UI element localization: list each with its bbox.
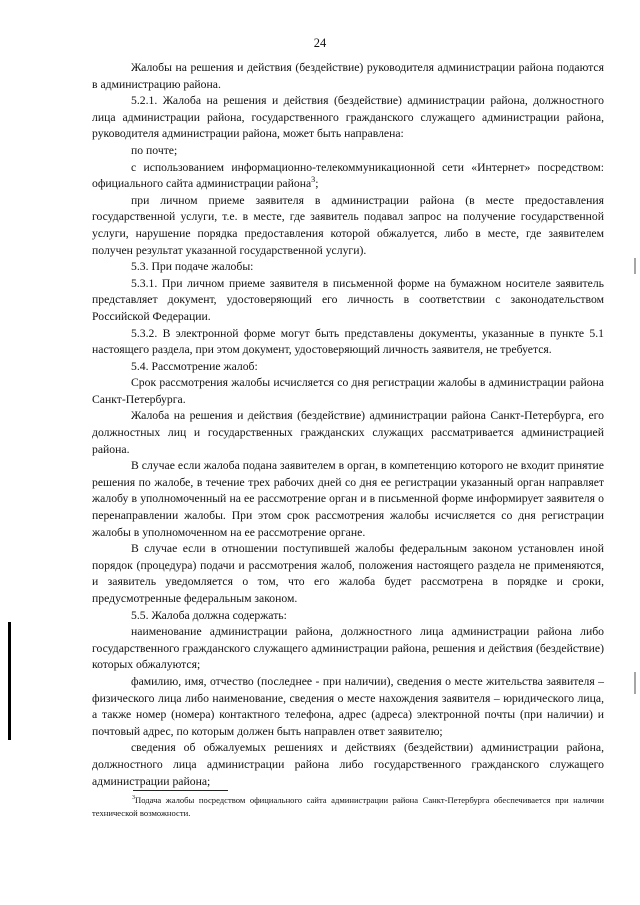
paragraph: [92, 160, 604, 193]
paragraph: Жалобы на решения и действия (бездействие) руководителя администрации района подаются в администрацию района.: [92, 61, 604, 91]
paragraph: наименование администрации района, должностного лица администрации района либо государственного гражданского служащего администрации района, решения и действия (бездействие) которых обжалуются;: [92, 625, 604, 672]
footnote: [92, 794, 604, 819]
paragraph: 5.4. Рассмотрение жалоб:: [131, 359, 258, 373]
footnote-text: Подача жалобы посредством официального сайта администрации района Санкт-Петербурга обеспечивается при наличии технической возможности.: [92, 795, 604, 818]
paragraph: В случае если жалоба подана заявителем в орган, в компетенцию которого не входит принятие решения по жалобе, в течение трех рабочих дней со дня ее регистрации указанный орган направляет жалобу в уполномоченный на ее рассмотрение орган и в письменной форме информирует заявителя о перенаправлении жалобы. При этом срок рассмотрения жалобы исчисляется со дня регистрации жалобы в уполномоченном на ее рассмотрение органе.: [92, 459, 604, 539]
paragraph: при личном приеме заявителя в администрации района (в месте предоставления государственной услуги, т.е. в месте, где заявитель подавал запрос на получение государственной услуги, нарушение порядка предоставления которой обжалуется, либо в месте, где заявителем получен результат указанной государственной услуги).: [92, 193, 604, 257]
paragraph: 5.2.1. Жалоба на решения и действия (бездействие) администрации района, должностного лица администрации района, государственного гражданского служащего администрации района, руководителя администрации района, может быть направлена:: [92, 94, 604, 141]
paragraph: В случае если в отношении поступившей жалобы федеральным законом установлен иной порядок (процедура) подачи и рассмотрения жалоб, положения настоящего раздела не применяются, и заявитель уведомляется о том, что его жалоба будет рассмотрена в порядке и сроки, предусмотренные федеральным законом.: [92, 542, 604, 605]
footnote-number: 3: [132, 795, 136, 802]
page-number: 24: [313, 36, 327, 50]
paragraph: 5.5. Жалоба должна содержать:: [131, 608, 287, 622]
paragraph: фамилию, имя, отчество (последнее - при наличии), сведения о месте жительства заявителя – физического лица либо наименование, сведения о месте нахождения заявителя – юридического лица, а также номер (номера) контактного телефона, адрес (адреса) электронной почты (при наличии) и почтовый адрес, по которым должен быть направлен ответ заявителю;: [92, 674, 604, 738]
footnote-reference: 3: [311, 175, 316, 185]
paragraph: Жалоба на решения и действия (бездействие) администрации района Санкт-Петербурга, его должностных лиц и государственных гражданских служащих рассматривается администрацией района.: [92, 409, 604, 456]
paragraph: Срок рассмотрения жалобы исчисляется со дня регистрации жалобы в администрации района Санкт-Петербурга.: [92, 376, 604, 406]
footnote-divider: [133, 790, 228, 791]
paragraph: сведения об обжалуемых решениях и действиях (бездействии) администрации района, должностного лица администрации района либо государственного гражданского служащего администрации района;: [92, 741, 604, 788]
scan-edge-mark: [634, 258, 636, 274]
document-body: [92, 60, 604, 790]
paragraph-text: с использованием информационно-телекоммуникационной сети «Интернет» посредством: официального сайта администрации района: [92, 160, 604, 191]
paragraph: 5.3. При подаче жалобы:: [131, 260, 254, 274]
scan-edge-mark: [634, 672, 636, 694]
paragraph: 5.3.2. В электронной форме могут быть представлены документы, указанные в пункте 5.1 настоящего раздела, при этом документ, удостоверяющий личность заявителя, не требуется.: [92, 326, 604, 357]
scan-edge-mark: [8, 622, 11, 740]
paragraph-tail: ;: [315, 177, 319, 191]
paragraph: по почте;: [131, 143, 178, 157]
paragraph: 5.3.1. При личном приеме заявителя в письменной форме на бумажном носителе заявитель представляет документ, удостоверяющий его личность в соответствии с законодательством Российской Федерации.: [92, 276, 604, 323]
